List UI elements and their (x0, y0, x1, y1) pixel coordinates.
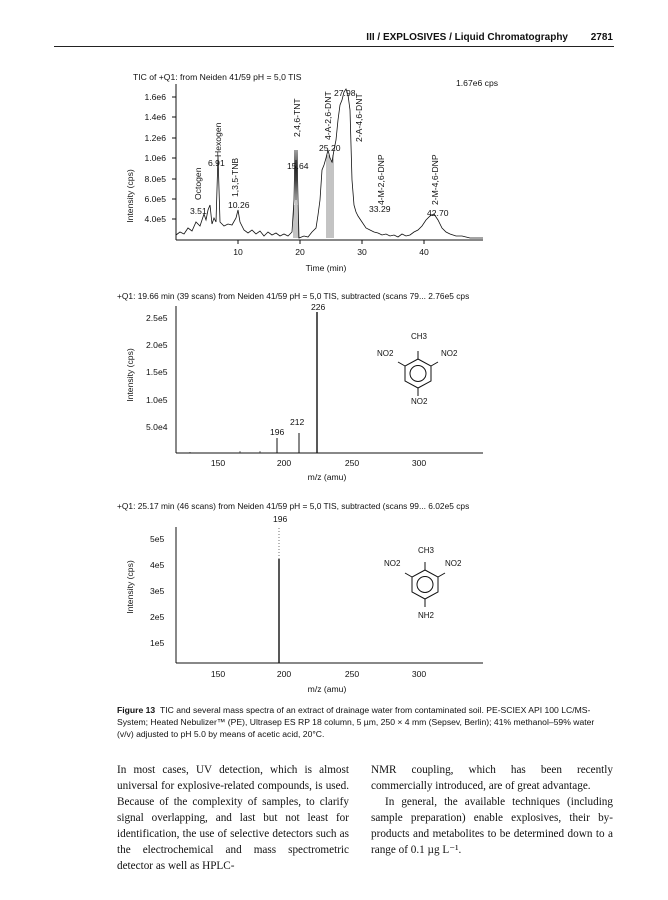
tic-xtick: 10 (233, 247, 243, 257)
ms2-ytick: 4e5 (150, 560, 165, 570)
body-paragraph: NMR coupling, which has been recently commercially introduced, are of great advantage. (371, 764, 613, 792)
tic-peak-label: 33.29 (369, 204, 391, 214)
ms1-ytick: 2.0e5 (146, 340, 168, 350)
ms2-xtick: 200 (276, 669, 292, 679)
tic-peak-label: 25.20 (319, 143, 341, 153)
ms1-xlabel: m/z (amu) (307, 472, 347, 482)
ms1-ytick: 1.0e5 (146, 395, 168, 405)
ms1-xtick: 300 (411, 458, 427, 468)
section-title: III / EXPLOSIVES / Liquid Chromatography (366, 32, 568, 43)
ms1-peaks (190, 312, 317, 453)
ms1-title: +Q1: 19.66 min (39 scans) from Neiden 41/59 pH = 5,0 TIS, subtracted (scans 79... 2.76e5 cps (117, 291, 470, 301)
ms2-x-ticks (211, 669, 427, 679)
ms2-ytick: 5e5 (150, 534, 165, 544)
ms2-title: +Q1: 25.17 min (46 scans) from Neiden 41/59 pH = 5,0 TIS, subtracted (scans 99... 6.02e5 cps (117, 501, 470, 511)
ms2-peak-label: 196 (273, 514, 288, 524)
ms1-structure (377, 332, 458, 406)
tic-ytick: 1.6e6 (144, 92, 166, 102)
ms2-ytick: 3e5 (150, 586, 165, 596)
tic-x-ticks (233, 240, 429, 257)
tic-ytick: 1.0e6 (144, 153, 166, 163)
tic-peak-label: 15.64 (287, 161, 309, 171)
mass-spectrum-2 (0, 497, 668, 700)
ms1-ytick: 2.5e5 (146, 313, 168, 323)
ms2-ytick: 2e5 (150, 612, 165, 622)
ms2-xtick: 150 (210, 669, 226, 679)
body-paragraph: In most cases, UV detection, which is almost universal for explosive-related compounds, is used. Because of the complexity of samples, to clarify signal overlapping, and last but not least for identification, the use of selective detectors such as the electrochemical and mass spectrometric detector as well as HPLC- (117, 764, 349, 872)
ms1-xtick: 250 (344, 458, 360, 468)
ms2-xtick: 300 (411, 669, 427, 679)
figure-label: Figure 13 (117, 705, 156, 715)
ms1-substituent-top: CH3 (411, 332, 428, 341)
compound-label: 2-M-4,6-DNP (430, 154, 440, 205)
figure-caption (117, 704, 613, 740)
tic-title: TIC of +Q1: from Neiden 41/59 pH = 5,0 TIS (133, 72, 302, 82)
ms1-peak-label: 196 (270, 427, 285, 437)
ms2-substituent-right: NO2 (445, 559, 462, 568)
tic-y-ticks (144, 92, 176, 224)
compound-label: 4-M-2,6-DNP (376, 154, 386, 205)
body-column-right (371, 762, 613, 858)
ms1-xtick: 150 (210, 458, 226, 468)
tic-xtick: 20 (295, 247, 305, 257)
tic-chromatogram (0, 0, 668, 290)
ms1-x-ticks (211, 458, 427, 468)
ms1-ytick: 5.0e4 (146, 422, 168, 432)
compound-label: 1,3,5-TNB (230, 157, 240, 197)
tic-peak-label: 27.98 (334, 88, 356, 98)
tic-xtick: 40 (419, 247, 429, 257)
ms1-substituent-left: NO2 (377, 349, 394, 358)
page-number: 2781 (590, 32, 613, 43)
ms2-xlabel: m/z (amu) (307, 684, 347, 694)
tic-peak-label: 6.91 (208, 158, 225, 168)
ms1-peak-label: 212 (290, 417, 305, 427)
tic-compound-labels (193, 91, 440, 205)
compound-label: 2,4,6-TNT (292, 98, 302, 137)
body-paragraph: In general, the available techniques (including sample preparation) enable explosives, their by-products and metabolites to be determined down to a range of 0.1 µg L⁻¹. (371, 796, 613, 856)
tic-ytick: 6.0e5 (144, 194, 166, 204)
tic-xtick: 30 (357, 247, 367, 257)
tic-ylabel: Intensity (cps) (125, 169, 135, 223)
body-column-left (117, 762, 349, 874)
tic-peak-label: 42.70 (427, 208, 449, 218)
tic-peak-label: 10.26 (228, 200, 250, 210)
ms1-ylabel: Intensity (cps) (125, 348, 135, 402)
ms1-substituent-bottom: NO2 (411, 397, 428, 406)
compound-label: 4-A-2,6-DNT (323, 91, 333, 140)
tic-ytick: 1.4e6 (144, 112, 166, 122)
tic-peak-labels (190, 88, 449, 218)
ms1-xtick: 200 (276, 458, 292, 468)
caption-text: TIC and several mass spectra of an extract of drainage water from contaminated soil. PE-SCIEX API 100 LC/MS-System; Heated Nebulizer™ (PE), Ultrasep ES RP 18 column, 5 µm, 250 × 4 mm (Sepsev, Berlin); 41% methanol–59% water (v/v) adjusted to pH 5.0 by means of acetic acid, 20°C. (117, 705, 595, 739)
ms2-substituent-bottom: NH2 (418, 611, 435, 620)
ms2-ylabel: Intensity (cps) (125, 560, 135, 614)
compound-label: 2-A-4,6-DNT (354, 93, 364, 142)
tic-ytick: 8.0e5 (144, 174, 166, 184)
ms2-y-ticks (150, 534, 165, 648)
ms2-structure (384, 546, 462, 620)
compound-label: Octogen (193, 167, 203, 200)
tic-cps: 1.67e6 cps (456, 78, 499, 88)
ms2-xtick: 250 (344, 669, 360, 679)
ms2-substituent-left: NO2 (384, 559, 401, 568)
tic-ytick: 1.2e6 (144, 133, 166, 143)
ms1-ytick: 1.5e5 (146, 367, 168, 377)
ms2-substituent-top: CH3 (418, 546, 435, 555)
ms2-ytick: 1e5 (150, 638, 165, 648)
tic-peak-label: 3.51 (190, 206, 207, 216)
tic-xlabel: Time (min) (305, 263, 347, 273)
compound-label: Hexogen (213, 122, 223, 157)
ms1-y-ticks (146, 313, 168, 432)
ms1-peak-label: 226 (311, 302, 326, 312)
tic-ytick: 4.0e5 (144, 214, 166, 224)
ms1-substituent-right: NO2 (441, 349, 458, 358)
mass-spectrum-1 (0, 290, 668, 495)
